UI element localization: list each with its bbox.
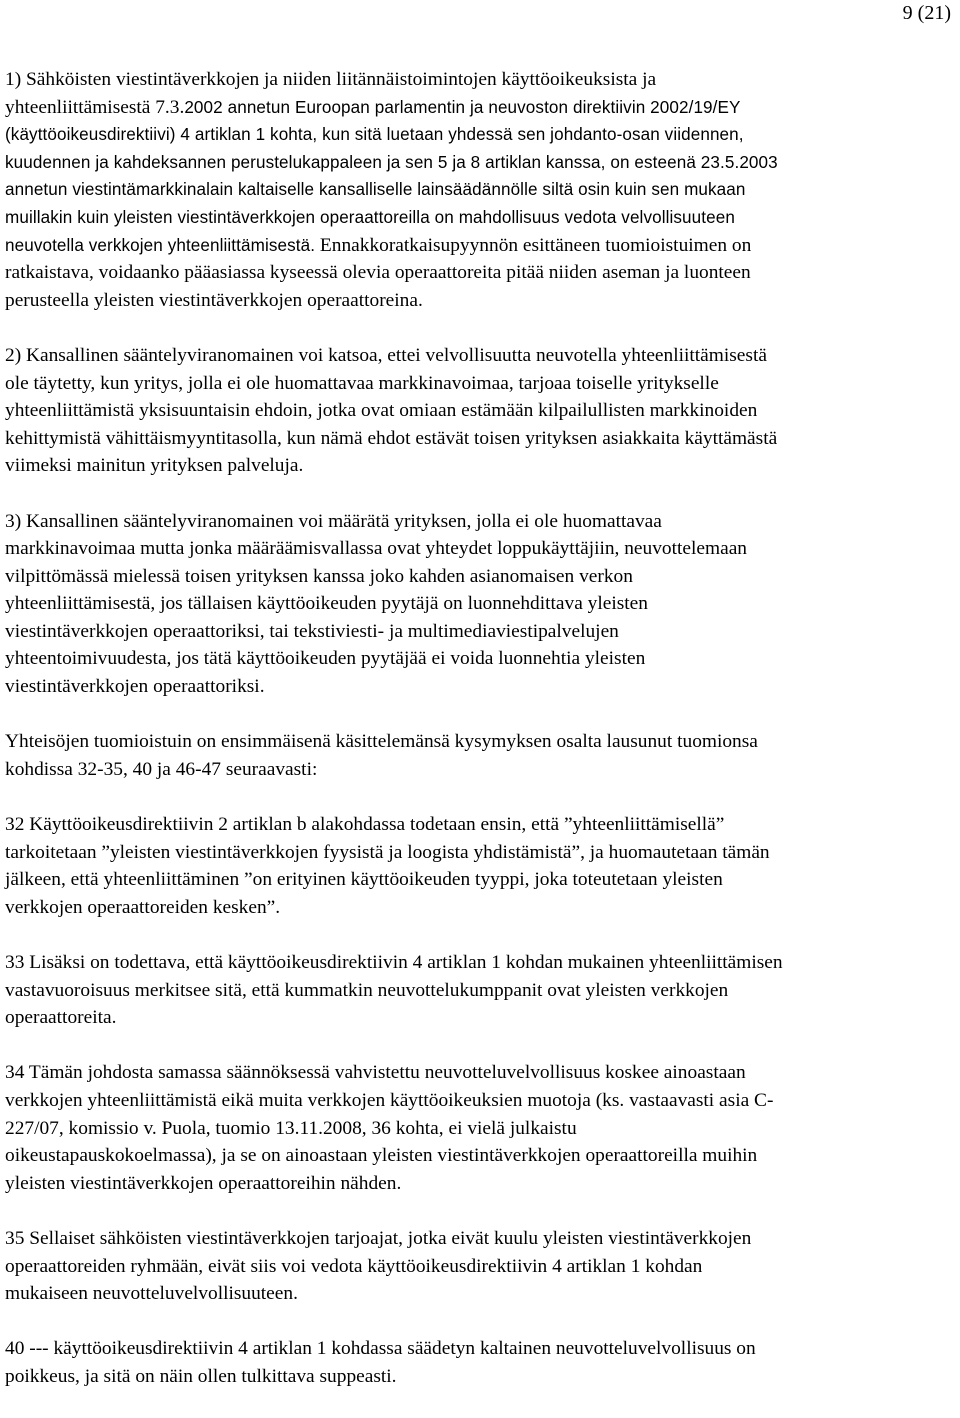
paragraph-court-intro: Yhteisöjen tuomioistuin on ensimmäisenä käsittelemänsä kysymyksen osalta lausunut tuomionsa kohdissa 32-35, 40 ja 46-47 seuraavasti: (5, 731, 758, 780)
paragraph-answer-1-part-3: 2003 annetun viestintämarkkinalain kaltaiselle kansalliselle lainsäädännölle siltä osin kuin sen mukaan muillakin kuin yleisten viestintäverkkojen operaattoreilla on mahdollisuus vedota velvollisuuteen neuvotella verkkojen yhteenliittämisestä. (5, 152, 778, 255)
paragraph-answer-1-part-2: 2002 annetun Euroopan parlamentin ja neuvoston direktiivin 2002/19/EY (käyttöoikeusdirektiivi) 4 artiklan 1 kohta, kun sitä luetaan yhdessä sen johdanto-osan viidennen, kuudennen ja kahdeksannen perustelukappaleen ja sen 5 ja 8 artiklan kanssa, on esteenä 23.5. (5, 97, 744, 172)
paragraph-point-40: 40 --- käyttöoikeusdirektiivin 4 artiklan 1 kohdassa säädetyn kaltainen neuvotteluvelvollisuus on poikkeus, ja sitä on näin ollen tulkittava suppeasti. (5, 1338, 756, 1387)
paragraph-point-32: 32 Käyttöoikeusdirektiivin 2 artiklan b alakohdassa todetaan ensin, että ”yhteenliittämisellä” tarkoitetaan ”yleisten viestintäverkkojen fyysistä ja loogista yhdistämistä”, ja huomautetaan tämän jälkeen, että yhteenliittäminen ”on erityinen käyttöoikeuden tyyppi, joka toteutetaan yleisten verkkojen operaattoreiden kesken”. (5, 814, 770, 918)
paragraph-point-34: 34 Tämän johdosta samassa säännöksessä vahvistettu neuvotteluvelvollisuus koskee ainoastaan verkkojen yhteenliittämistä eikä muita verkkojen käyttöoikeuksien muotoja (ks. vastaavasti asia C- 227/07, komissio v. Puola, tuomio 13.11.2008, 36 kohta, ei vielä julkaistu oikeustapauskokoelmassa), ja se on ainoastaan yleisten viestintäverkkojen operaattoreilla muihin yleisten viestintäverkkojen operaattoreihin nähden. (5, 1062, 774, 1194)
document-body (5, 66, 958, 1418)
paragraph-answer-1 (5, 66, 958, 314)
paragraph-answer-1-part-1: 1) Sähköisten viestintäverkkojen ja niiden liitännäistoimintojen käyttöoikeuksista ja yhteenliittämisestä 7.3. (5, 69, 657, 118)
paragraph-answer-1-part-4: Ennakkoratkaisupyynnön esittäneen tuomioistuimen on ratkaistava, voidaanko pääasiassa kyseessä olevia operaattoreita pitää niiden aseman ja luonteen perusteella yleisten viestintäverkkojen operaattoreina. (5, 234, 752, 311)
page-number: 9 (21) (902, 2, 951, 24)
paragraph-point-35: 35 Sellaiset sähköisten viestintäverkkojen tarjoajat, jotka eivät kuulu yleisten viestintäverkkojen operaattoreiden ryhmään, eivät siis voi vedota käyttöoikeusdirektiivin 4 artiklan 1 kohdan mukaiseen neuvotteluvelvollisuuteen. (5, 1227, 752, 1305)
paragraph-answer-3: 3) Kansallinen sääntelyviranomainen voi määrätä yrityksen, jolla ei ole huomattavaa markkinavoimaa mutta jonka määräämisvallassa ovat yhteydet loppukäyttäjiin, neuvottelemaan vilpittömässä mielessä toisen yrityksen kanssa joko kahden asianomaisen verkon yhteenliittämisestä, jos tällaisen käyttöoikeuden pyytäjä on luonnehdittava yleisten viestintäverkkojen operaattoriksi, tai tekstiviesti- ja multimediaviestipalvelujen yhteentoimivuudesta, jos tätä käyttöoikeuden pyytäjää ei voida luonnehtia yleisten viestintäverkkojen operaattoriksi. (5, 510, 747, 698)
paragraph-point-33: 33 Lisäksi on todettava, että käyttöoikeusdirektiivin 4 artiklan 1 kohdan mukainen yhteenliittämisen vastavuoroisuus merkitsee sitä, että kummatkin neuvottelukumppanit ovat yleisten verkkojen operaattoreita. (5, 952, 783, 1029)
paragraph-answer-2: 2) Kansallinen sääntelyviranomainen voi katsoa, ettei velvollisuutta neuvotella yhteenliittämisestä ole täytetty, kun yritys, jolla ei ole huomattavaa markkinavoimaa, tarjoaa toiselle yritykselle yhteenliittämistä yksisuuntaisin ehdoin, jotka ovat omiaan estämään kilpailullisten markkinoiden kehittymistä vähittäismyyntitasolla, kun nämä ehdot estävät toisen yrityksen asiakkaita käyttämästä viimeksi mainitun yrityksen palveluja. (5, 344, 778, 477)
